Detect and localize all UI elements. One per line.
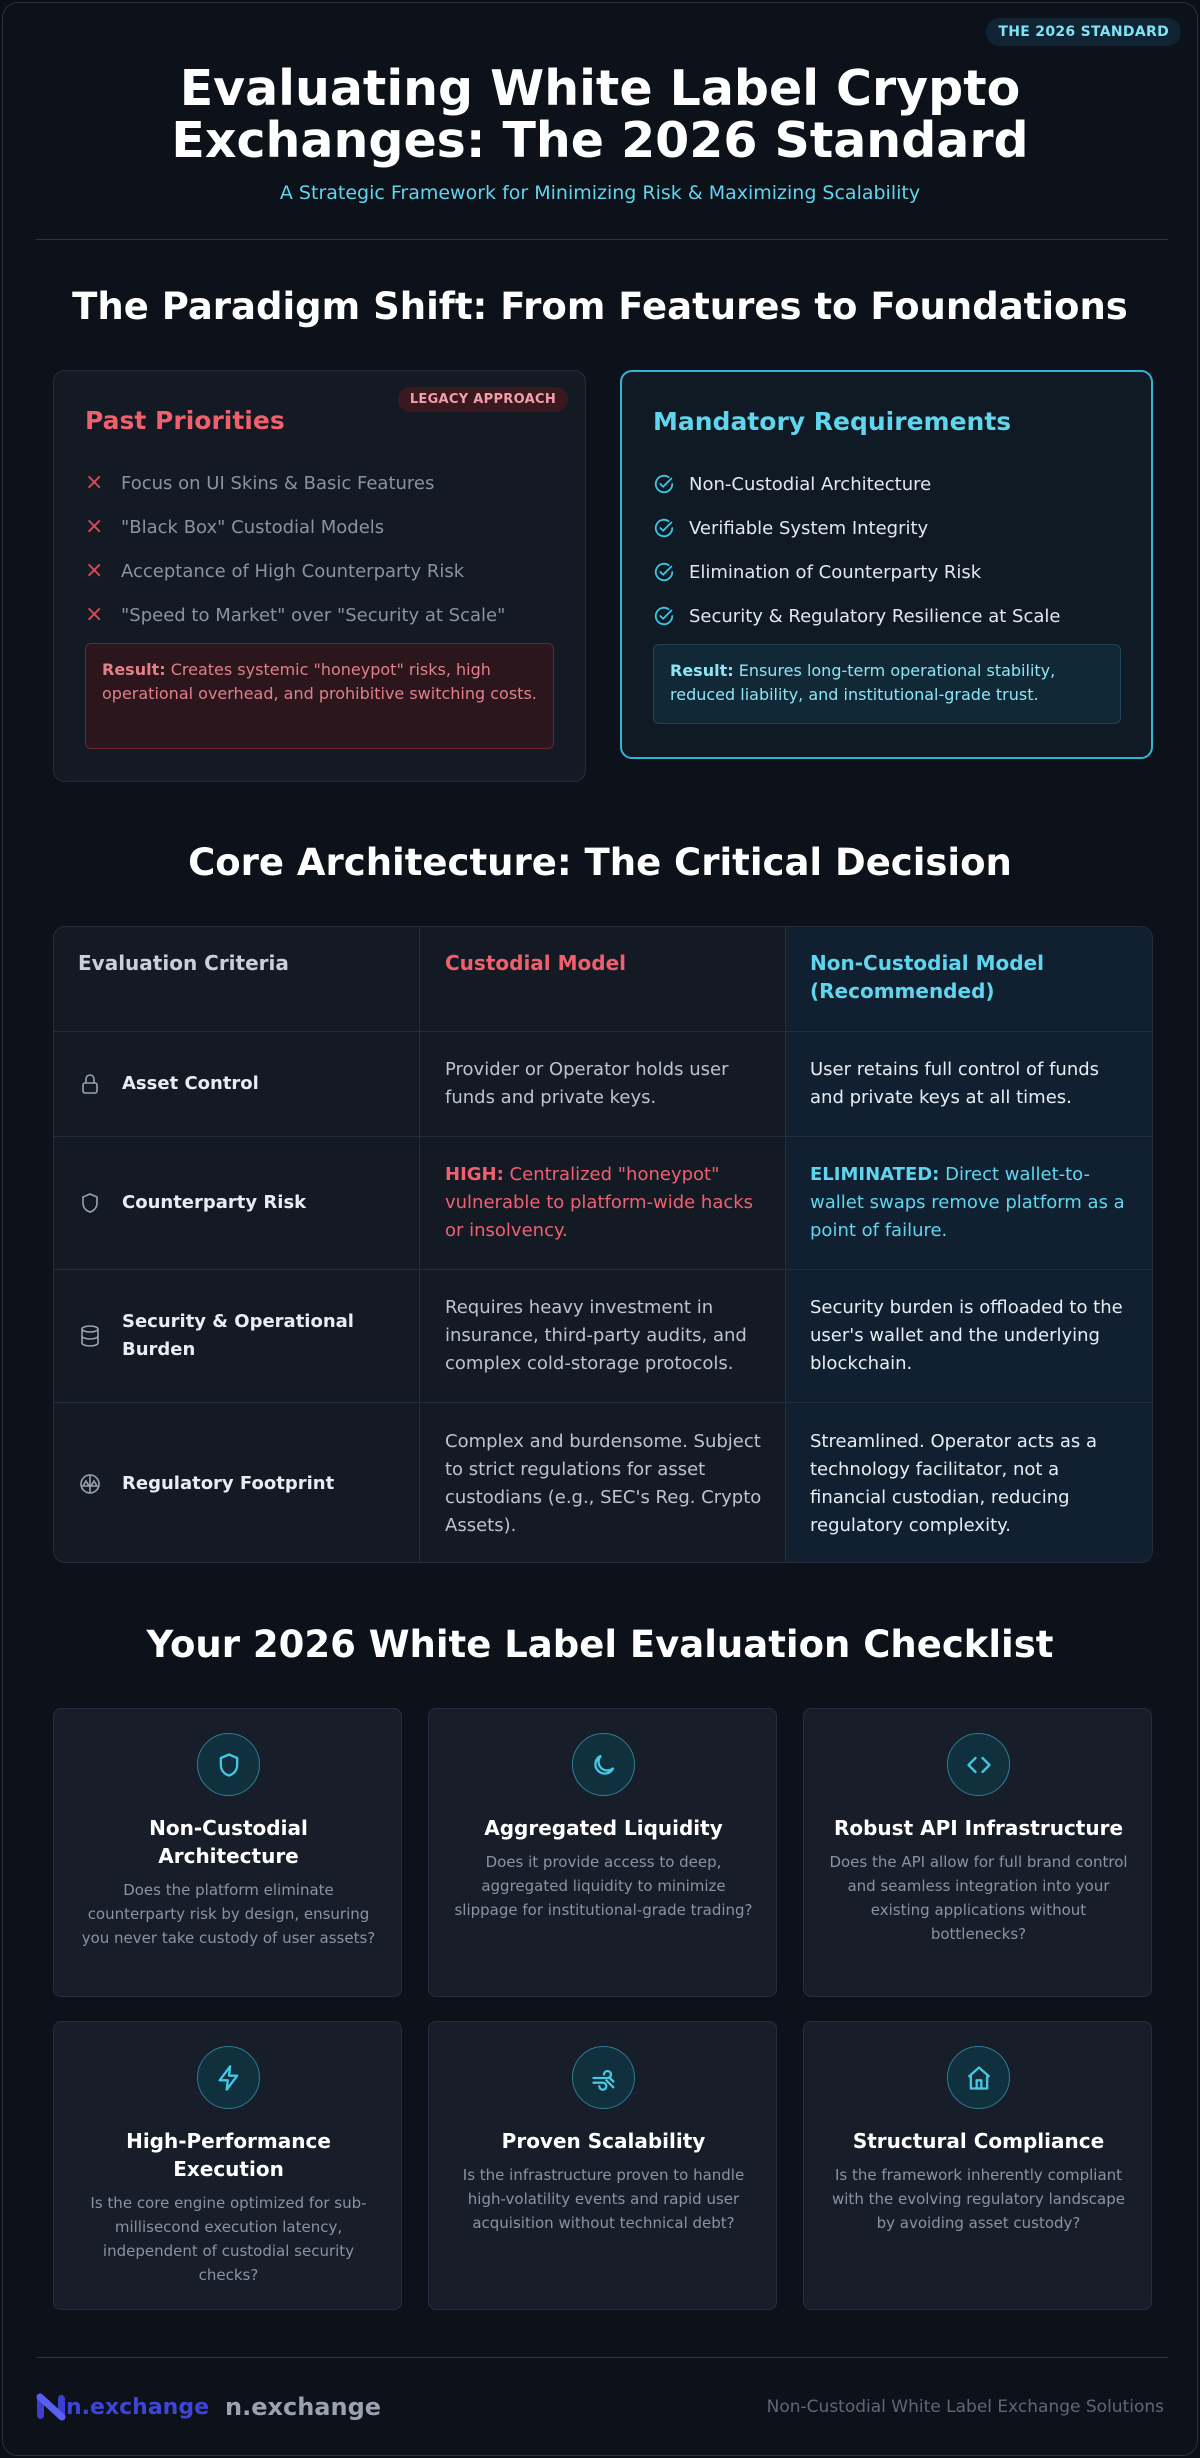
checklist-card-title [820,2127,1137,2155]
mandatory-requirements-title: Mandatory Requirements [653,407,1012,436]
custodial-cell [445,1137,765,1269]
list-item [85,505,505,549]
mandatory-requirements-list [653,462,1060,638]
title-line: Aggregated Liquidity [484,1816,723,1840]
item-text: Security & Regulatory Resilience at Scale [689,605,1061,627]
header-noncustodial: Non-Custodial Model (Recommended) [810,951,1045,1003]
header-divider [36,239,1168,240]
table-row [54,1402,1152,1563]
page-title-line2: Exchanges: The 2026 Standard [171,112,1029,169]
checklist-card-description: Is the core engine optimized for sub-millisecond execution latency, independent of custodial security checks? [90,2194,367,2284]
checklist-card-title [70,2127,387,2183]
item-text: Non-Custodial Architecture [689,473,932,495]
item-text: "Black Box" Custodial Models [121,516,385,538]
criteria-label: Security & Operational Burden [122,1311,354,1360]
title-line: Proven Scalability [501,2129,706,2153]
moon-icon [572,1733,635,1796]
item-text: Focus on UI Skins & Basic Features [121,472,435,494]
database-icon [78,1324,102,1348]
noncustodial-cell: User retains full control of funds and private keys at all times. [810,1059,1100,1108]
list-item [653,550,1060,594]
required-result-box [653,644,1121,724]
title-line: Non-Custodial [149,1816,308,1840]
criteria-cell [78,1032,408,1136]
item-text: Acceptance of High Counterparty Risk [121,560,465,582]
scale-icon [78,1472,102,1496]
header-custodial: Custodial Model [445,951,626,975]
checklist-card [803,1708,1152,1997]
result-label: Result: [102,660,166,679]
lightning-icon [197,2046,260,2109]
list-item [653,506,1060,550]
x-icon: × [85,602,104,627]
criteria-cell [78,1137,408,1269]
custodial-cell: Complex and burdensome. Subject to strict regulations for asset custodians (e.g., SEC's Reg. Crypto Assets). [445,1430,762,1536]
checklist-card [428,1708,777,1997]
check-circle-icon [653,605,675,627]
checklist-card-title [445,2127,762,2155]
legacy-badge: LEGACY APPROACH [398,387,568,412]
logo-wordmark: n.exchange [66,2394,210,2420]
standard-badge: THE 2026 STANDARD [986,18,1181,46]
checklist-card-description: Does it provide access to deep, aggregated liquidity to minimize slippage for institutional-grade trading? [454,1853,753,1919]
item-text: Verifiable System Integrity [689,517,929,539]
criteria-cell [78,1270,408,1402]
custodial-text: Centralized "honeypot" vulnerable to platform-wide hacks or insolvency. [445,1164,754,1241]
criteria-cell [78,1403,408,1563]
page-title [3,60,1197,169]
result-text: Creates systemic "honeypot" risks, high operational overhead, and prohibitive switching costs. [102,660,537,703]
title-line: Architecture [158,1844,299,1868]
table-row [54,1136,1152,1269]
checklist-card-title [820,1814,1137,1842]
list-item [85,461,505,505]
check-circle-icon [653,473,675,495]
noncustodial-text: Direct wallet-to-wallet swaps remove platform as a point of failure. [810,1164,1125,1241]
page-title-line1: Evaluating White Label Crypto [179,60,1021,117]
checklist-card [428,2021,777,2310]
past-result-box [85,643,554,749]
risk-level-eliminated: ELIMINATED: [810,1164,940,1185]
shield-icon [78,1191,102,1215]
risk-level-high: HIGH: [445,1164,504,1185]
header-criteria: Evaluation Criteria [78,951,289,975]
custodial-cell: Requires heavy investment in insurance, third-party audits, and complex cold-storage protocols. [445,1297,747,1374]
title-line: High-Performance [126,2129,331,2153]
table-header-row [54,927,1152,1031]
checklist-card [803,2021,1152,2310]
checklist-card-description: Is the infrastructure proven to handle high-volatility events and rapid user acquisition without technical debt? [462,2166,745,2232]
title-line: Robust API Infrastructure [833,1816,1124,1840]
checklist-card-title [445,1814,762,1842]
table-row [54,1269,1152,1402]
criteria-label: Counterparty Risk [122,1192,307,1213]
page-frame [2,2,1198,2456]
core-architecture-title: Core Architecture: The Critical Decision [188,841,1012,884]
code-icon [947,1733,1010,1796]
title-line: Structural Compliance [852,2129,1105,2153]
criteria-label: Regulatory Footprint [122,1472,335,1494]
checklist-title: Your 2026 White Label Evaluation Checklist [146,1623,1054,1666]
checklist-card [53,1708,402,1997]
noncustodial-cell [810,1137,1135,1269]
n-logo-icon [36,2393,66,2421]
x-icon: × [85,514,104,539]
footer-divider [36,2357,1168,2358]
custodial-cell: Provider or Operator holds user funds and private keys. [445,1059,729,1108]
check-circle-icon [653,517,675,539]
home-icon [947,2046,1010,2109]
lock-icon [78,1072,102,1096]
noncustodial-cell: Streamlined. Operator acts as a technology facilitator, not a financial custodian, reducing regulatory complexity. [810,1430,1098,1536]
title-line: Execution [173,2157,284,2181]
page-subtitle: A Strategic Framework for Minimizing Risk & Maximizing Scalability [279,182,921,204]
comparison-table [53,926,1153,1563]
x-icon: × [85,558,104,583]
footer-brand: n.exchange [225,2393,382,2421]
checklist-card [53,2021,402,2310]
shield-icon [197,1733,260,1796]
list-item [85,593,505,637]
item-text: "Speed to Market" over "Security at Scale" [121,604,506,626]
past-priorities-card [53,370,586,782]
paradigm-title: The Paradigm Shift: From Features to Foundations [72,285,1128,328]
table-row [54,1031,1152,1136]
checklist-card-title [70,1814,387,1870]
criteria-label: Asset Control [122,1073,259,1094]
checklist-card-description: Does the platform eliminate counterparty risk by design, ensuring you never take custody of user assets? [81,1881,376,1947]
past-priorities-list [85,461,505,637]
wind-icon [572,2046,635,2109]
checklist-card-description: Is the framework inherently compliant with the evolving regulatory landscape by avoiding asset custody? [832,2166,1125,2232]
list-item [653,462,1060,506]
list-item [653,594,1060,638]
footer-tagline: Non-Custodial White Label Exchange Solutions [766,2397,1164,2417]
check-circle-icon [653,561,675,583]
list-item [85,549,505,593]
mandatory-requirements-card [620,370,1153,759]
x-icon: × [85,470,104,495]
result-label: Result: [670,661,734,680]
noncustodial-cell: Security burden is offloaded to the user's wallet and the underlying blockchain. [810,1297,1123,1374]
item-text: Elimination of Counterparty Risk [689,561,982,583]
result-text: Ensures long-term operational stability, reduced liability, and institutional-grade trust. [670,661,1056,704]
checklist-card-description: Does the API allow for full brand control and seamless integration into your existing applications without bottlenecks? [829,1853,1128,1943]
footer-logo [36,2393,381,2421]
past-priorities-title: Past Priorities [85,406,285,435]
